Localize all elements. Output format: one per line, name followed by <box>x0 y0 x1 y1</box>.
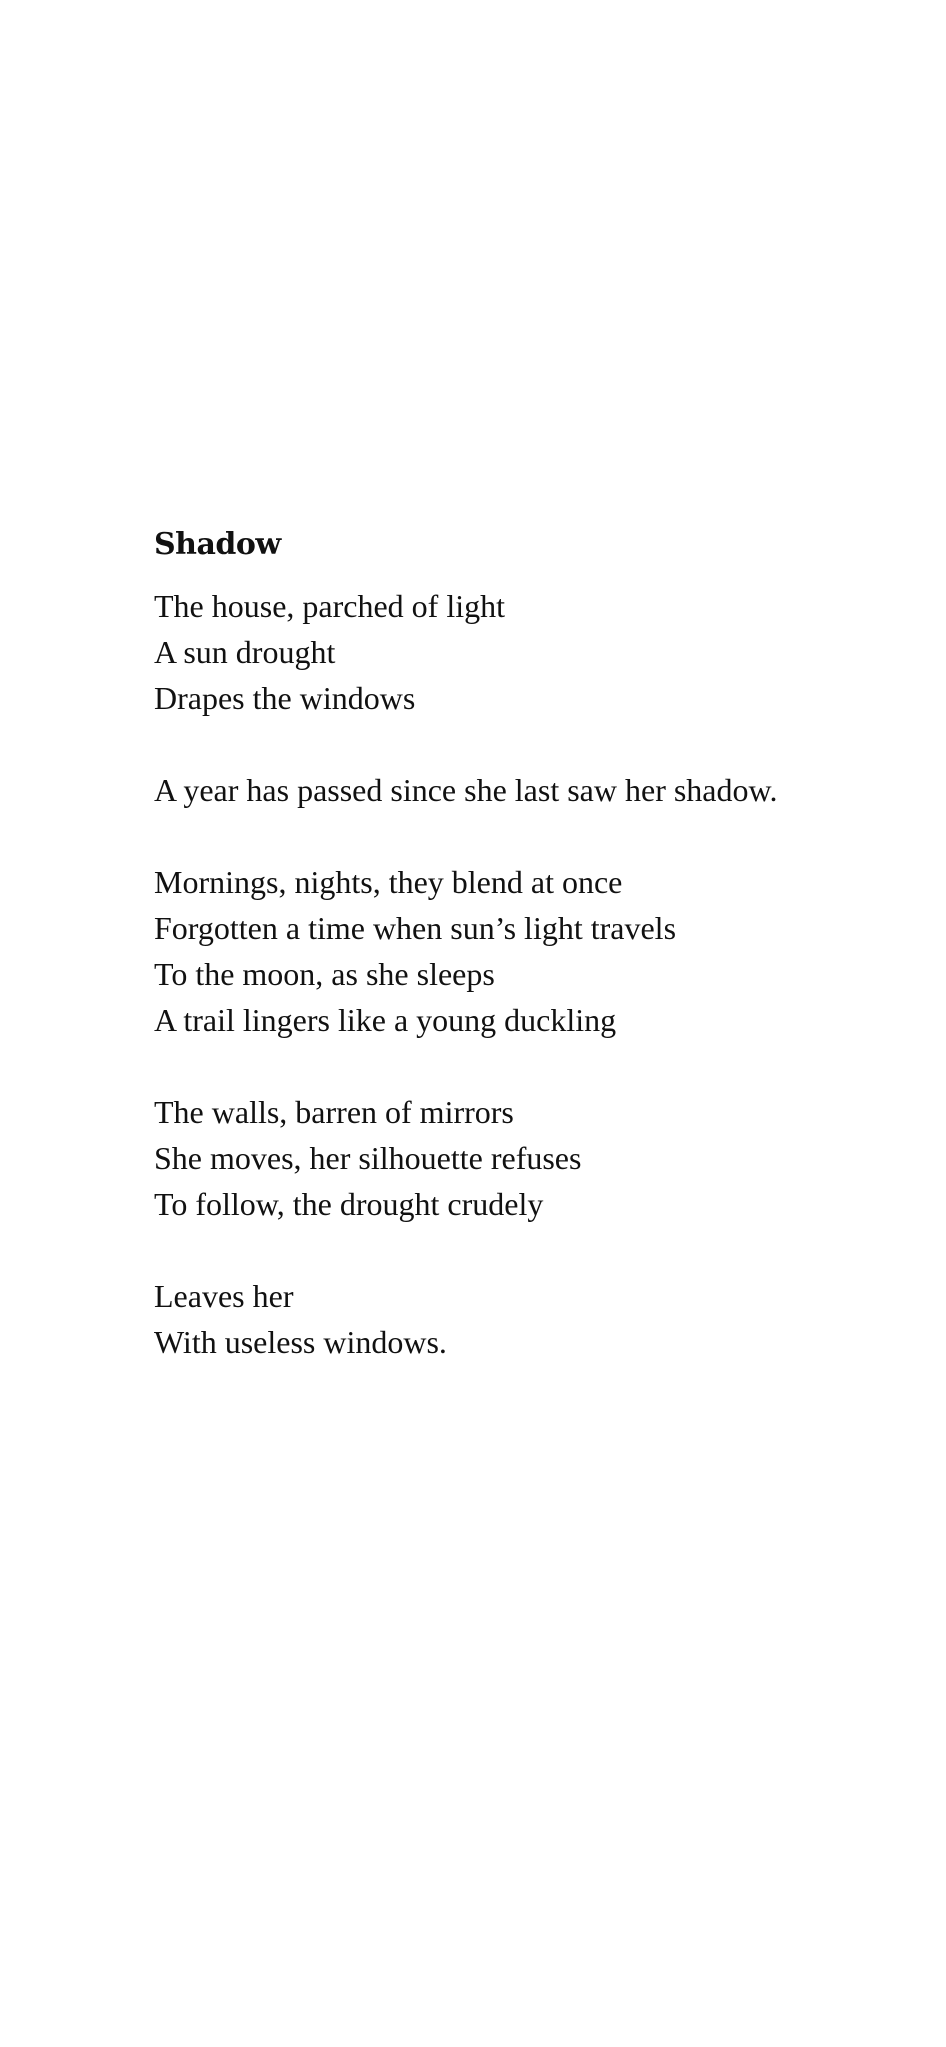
poem-line: Leaves her <box>154 1278 294 1314</box>
poem-title: Shadow <box>154 527 281 562</box>
stanza <box>154 1273 914 1365</box>
stanza <box>154 767 914 813</box>
poem-line: To the moon, as she sleeps <box>154 956 495 992</box>
poem-line: A trail lingers like a young duckling <box>154 1002 617 1038</box>
stanza <box>154 1089 914 1227</box>
poem-line: To follow, the drought crudely <box>154 1186 544 1222</box>
poem-line: Drapes the windows <box>154 680 416 716</box>
poem-line: Forgotten a time when sun’s light travels <box>154 910 677 946</box>
poem-line: Mornings, nights, they blend at once <box>154 864 623 900</box>
stanza <box>154 583 914 721</box>
poem-page <box>154 527 914 1365</box>
poem-line: The walls, barren of mirrors <box>154 1094 514 1130</box>
poem-line: A year has passed since she last saw her shadow. <box>154 772 778 808</box>
poem-line: The house, parched of light <box>154 588 505 624</box>
poem-line: With useless windows. <box>154 1324 447 1360</box>
poem-line: She moves, her silhouette refuses <box>154 1140 582 1176</box>
poem-line: A sun drought <box>154 634 336 670</box>
stanza <box>154 859 914 1043</box>
